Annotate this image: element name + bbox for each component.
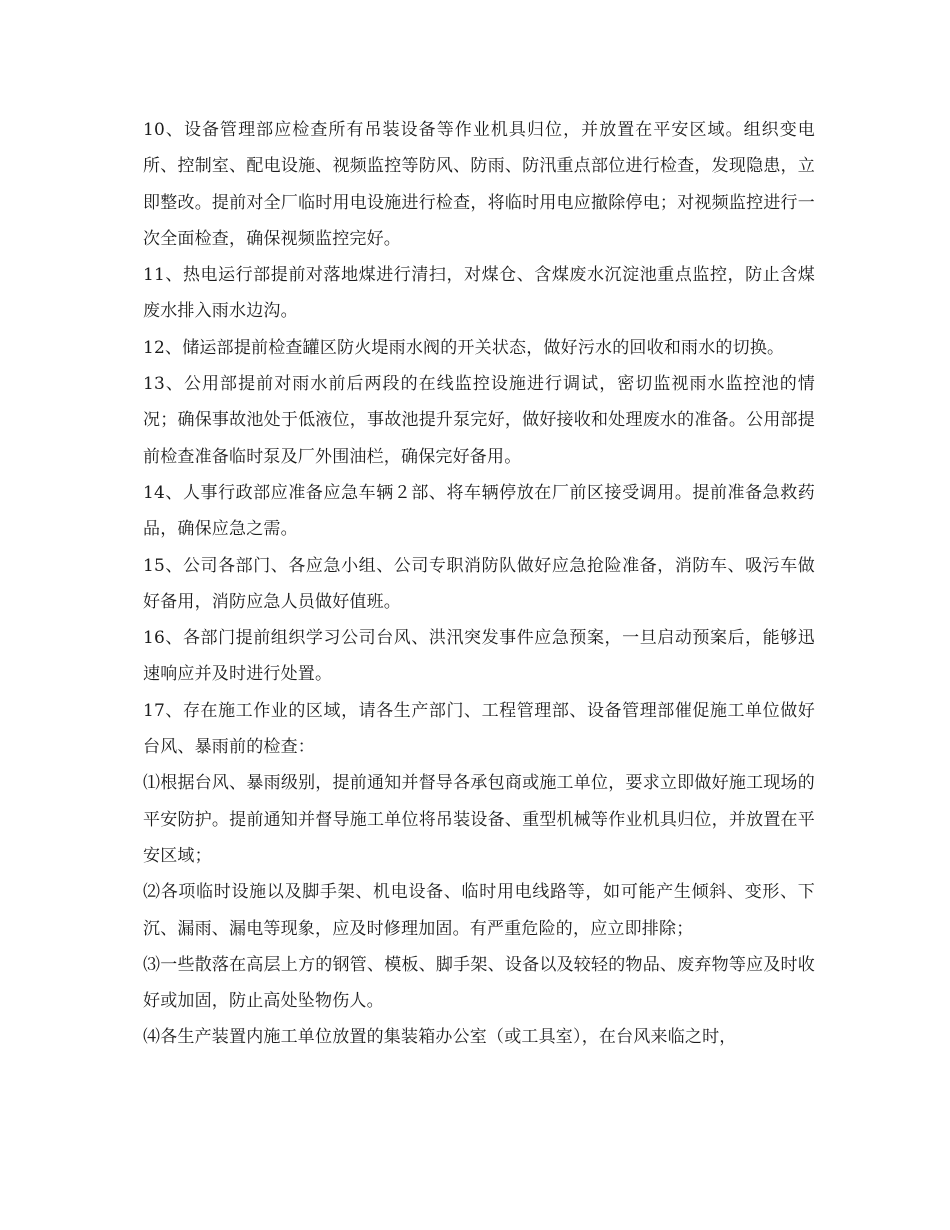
paragraph-15: 15、公司各部门、各应急小组、公司专职消防队做好应急抢险准备，消防车、吸污车做好备用，消防应急人员做好值班。 — [143, 555, 815, 612]
paragraph-17-item-4: ⑷各生产装置内施工单位放置的集装箱办公室（或工具室），在台风来临之时， — [143, 1027, 737, 1048]
paragraph-14: 14、人事行政部应准备应急车辆２部、将车辆停放在厂前区接受调用。提前准备急救药品，确保应急之需。 — [143, 482, 815, 540]
paragraph-13: 13、公用部提前对雨水前后两段的在线监控设施进行调试，密切监视雨水监控池的情况；确保事故池处于低液位，事故池提升泵完好，做好接收和处理废水的准备。公用部提前检查准备临时泵及厂外围油栏，确保完好备用。 — [143, 374, 815, 467]
paragraph-12: 12、储运部提前检查罐区防火堤雨水阀的开关状态，做好污水的回收和雨水的切换。 — [143, 337, 785, 358]
paragraph-16: 16、各部门提前组织学习公司台风、洪汛突发事件应急预案，一旦启动预案后，能够迅速响应并及时进行处置。 — [143, 628, 815, 685]
paragraph-17-item-1: ⑴根据台风、暴雨级别，提前通知并督导各承包商或施工单位，要求立即做好施工现场的平安防护。提前通知并督导施工单位将吊装设备、重型机械等作业机具归位，并放置在平安区域； — [143, 773, 815, 866]
paragraph-17: 17、存在施工作业的区域，请各生产部门、工程管理部、设备管理部催促施工单位做好台风、暴雨前的检查： — [143, 700, 815, 758]
paragraph-17-item-2: ⑵各项临时设施以及脚手架、机电设备、临时用电线路等，如可能产生倾斜、变形、下沉、漏雨、漏电等现象，应及时修理加固。有严重危险的，应立即排除； — [143, 882, 815, 939]
paragraph-11: 11、热电运行部提前对落地煤进行清扫，对煤仓、含煤废水沉淀池重点监控，防止含煤废水排入雨水边沟。 — [143, 265, 815, 322]
paragraph-10: 10、设备管理部应检查所有吊装设备等作业机具归位，并放置在平安区域。组织变电所、控制室、配电设施、视频监控等防风、防雨、防汛重点部位进行检查，发现隐患，立即整改。提前对全厂临时用电设施进行检查，将临时用电应撤除停电；对视频监控进行一次全面检查，确保视频监控完好。 — [143, 120, 815, 249]
document-body — [143, 112, 815, 1056]
paragraph-17-item-3: ⑶一些散落在高层上方的钢管、模板、脚手架、设备以及较轻的物品、废弃物等应及时收好或加固，防止高处坠物伤人。 — [143, 954, 815, 1012]
